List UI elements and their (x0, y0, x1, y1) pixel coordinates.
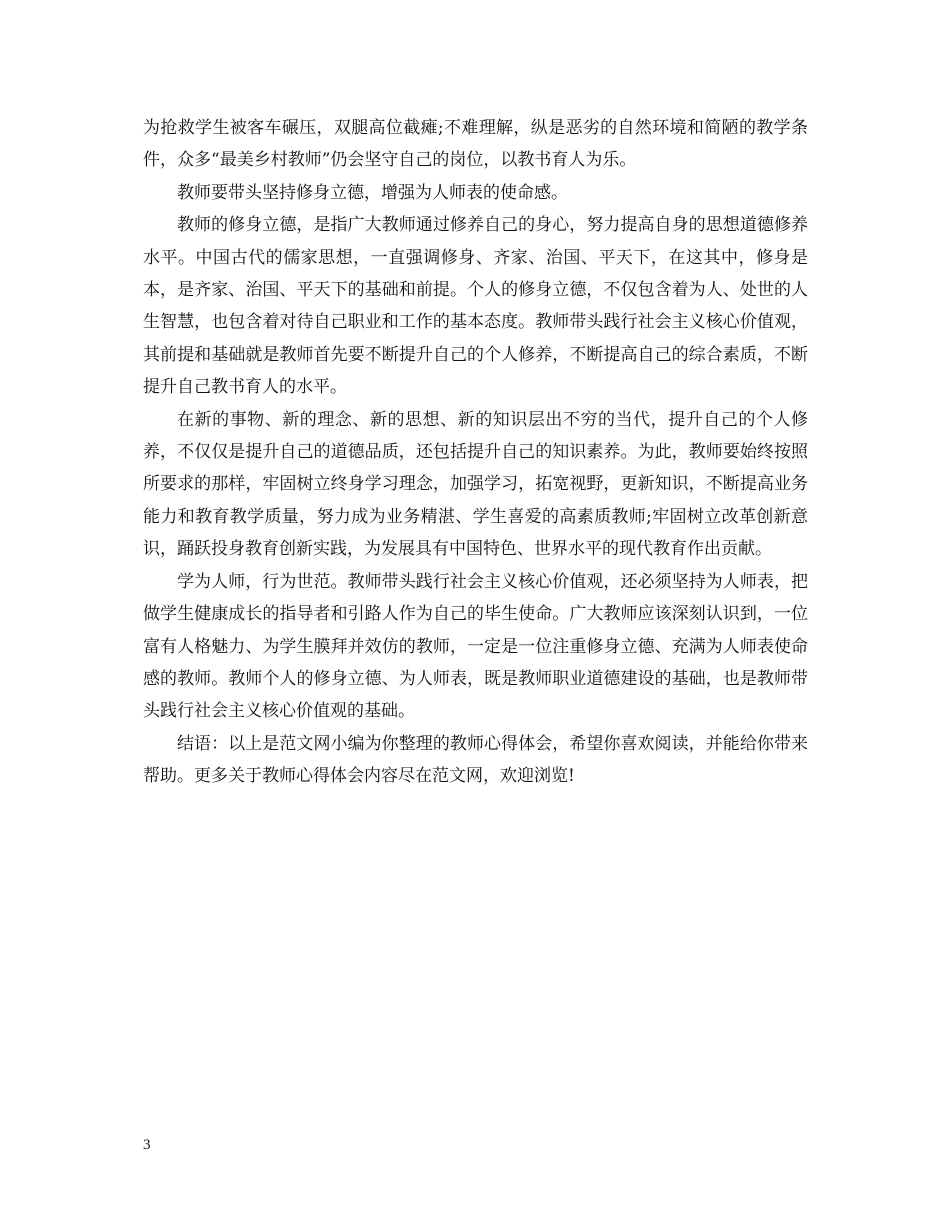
page-number: 3 (143, 1137, 151, 1153)
document-body (143, 112, 808, 793)
paragraph-heading-statement: 教师要带头坚持修身立德，增强为人师表的使命感。 (177, 182, 568, 203)
paragraph-self-cultivation: 教师的修身立德，是指广大教师通过修养自己的身心，努力提高自身的思想道德修养水平。中国古代的儒家思想，一直强调修身、齐家、治国、平天下，在这其中，修身是本，是齐家、治国、平天下的基础和前提。个人的修身立德，不仅包含着为人、处世的人生智慧，也包含着对待自己职业和工作的基本态度。教师带头践行社会主义核心价值观，其前提和基础就是教师首先要不断提升自己的个人修养，不断提高自己的综合素质，不断提升自己教书育人的水平。 (143, 215, 808, 398)
paragraph-personal-development: 在新的事物、新的理念、新的思想、新的知识层出不穷的当代，提升自己的个人修养，不仅仅是提升自己的道德品质，还包括提升自己的知识素养。为此，教师要始终按照所要求的那样，牢固树立终身学习理念，加强学习，拓宽视野，更新知识，不断提高业务能力和教育教学质量，努力成为业务精湛、学生喜爱的高素质教师;牢固树立改革创新意识，踊跃投身教育创新实践，为发展具有中国特色、世界水平的现代教育作出贡献。 (143, 409, 808, 560)
paragraph-continuation: 为抢救学生被客车碾压，双腿高位截瘫;不难理解，纵是恶劣的自然环境和简陋的教学条件，众多“最美乡村教师”仍会坚守自己的岗位，以教书育人为乐。 (143, 118, 808, 171)
paragraph-role-model: 学为人师，行为世范。教师带头践行社会主义核心价值观，还必须坚持为人师表，把做学生健康成长的指导者和引路人作为自己的毕生使命。广大教师应该深刻认识到，一位富有人格魅力、为学生膜拜并效仿的教师，一定是一位注重修身立德、充满为人师表使命感的教师。教师个人的修身立德、为人师表，既是教师职业道德建设的基础，也是教师带头践行社会主义核心价值观的基础。 (143, 571, 808, 722)
paragraph-conclusion: 结语：以上是范文网小编为你整理的教师心得体会，希望你喜欢阅读，并能给你带来帮助。更多关于教师心得体会内容尽在范文网，欢迎浏览! (143, 733, 808, 787)
